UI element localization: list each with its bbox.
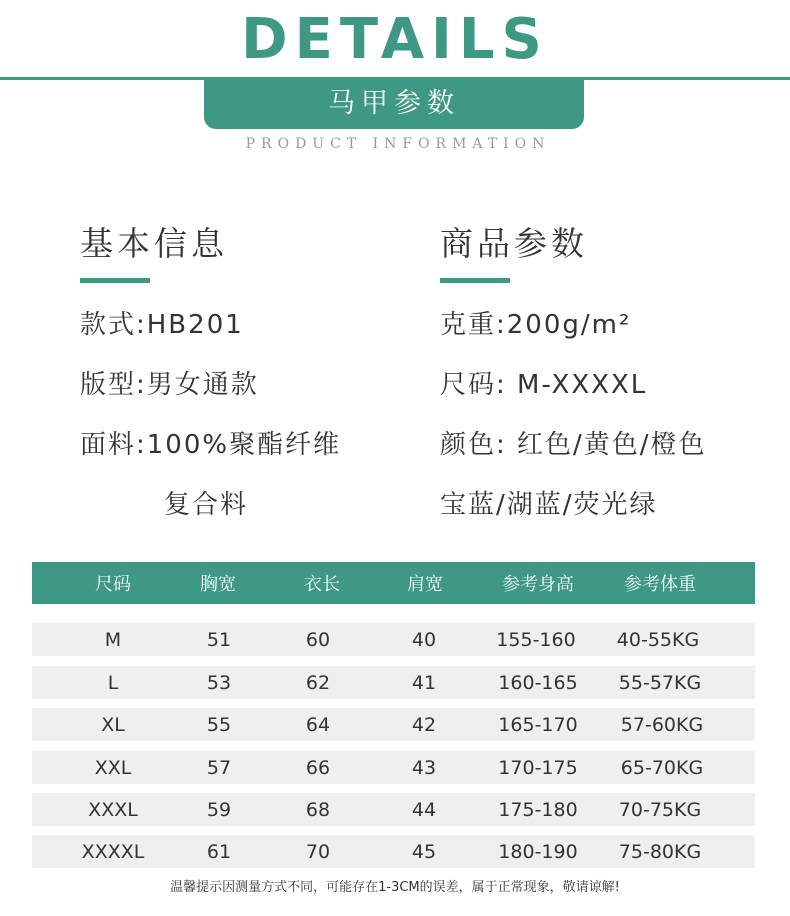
cell-size: XL xyxy=(101,713,125,736)
header-chest: 胸宽 xyxy=(200,574,236,595)
cell-length: 66 xyxy=(305,756,331,779)
product-params-heading: 商品参数 xyxy=(440,224,588,263)
cell-chest: 61 xyxy=(206,840,232,863)
basic-info-underline xyxy=(80,278,150,283)
product-params-underline xyxy=(440,278,510,283)
cell-size: L xyxy=(107,671,119,694)
cell-shoulder: 43 xyxy=(411,756,437,779)
cell-shoulder: 40 xyxy=(411,628,437,651)
cell-length: 60 xyxy=(305,628,331,651)
cell-height: 170-175 xyxy=(498,756,578,779)
table-row xyxy=(32,751,755,784)
cell-size: XXXXL xyxy=(81,840,145,863)
fit-info: 版型:男女通款 xyxy=(80,370,259,400)
cell-weight: 65-70KG xyxy=(620,756,704,779)
cell-size: M xyxy=(104,628,122,651)
header-shoulder: 肩宽 xyxy=(407,574,443,595)
cell-height: 160-165 xyxy=(498,671,578,694)
cell-chest: 55 xyxy=(206,713,232,736)
style-info: 款式:HB201 xyxy=(80,310,244,340)
header-weight: 参考体重 xyxy=(624,574,696,595)
cell-height: 165-170 xyxy=(498,713,578,736)
cell-chest: 59 xyxy=(206,798,232,821)
cell-shoulder: 41 xyxy=(411,671,437,694)
page-title: DETAILS xyxy=(241,7,549,72)
color-info-cont: 宝蓝/湖蓝/荧光绿 xyxy=(440,490,658,520)
measurement-note: 温馨提示因测量方式不同，可能存在1-3CM的误差，属于正常现象，敬请谅解! xyxy=(170,880,620,895)
cell-size: XXL xyxy=(94,756,132,779)
cell-length: 68 xyxy=(305,798,331,821)
subtitle: PRODUCT INFORMATION xyxy=(245,136,551,152)
table-row xyxy=(32,623,755,656)
fabric-info-cont: 复合料 xyxy=(164,490,249,520)
cell-size: XXXL xyxy=(88,798,138,821)
table-row xyxy=(32,835,755,868)
cell-weight: 40-55KG xyxy=(616,628,700,651)
table-row xyxy=(32,666,755,699)
cell-weight: 75-80KG xyxy=(618,840,702,863)
cell-shoulder: 44 xyxy=(411,798,437,821)
cell-length: 64 xyxy=(305,713,331,736)
header-height: 参考身高 xyxy=(502,574,574,595)
cell-shoulder: 45 xyxy=(411,840,437,863)
cell-chest: 53 xyxy=(206,671,232,694)
section-ribbon: 马甲参数 xyxy=(204,78,584,129)
basic-info-heading: 基本信息 xyxy=(80,224,228,263)
cell-height: 155-160 xyxy=(496,628,576,651)
cell-chest: 57 xyxy=(206,756,232,779)
cell-chest: 51 xyxy=(206,628,232,651)
cell-shoulder: 42 xyxy=(411,713,437,736)
table-row xyxy=(32,793,755,826)
header-size: 尺码 xyxy=(95,574,131,595)
fabric-info: 面料:100%聚酯纤维 xyxy=(80,430,342,460)
header-length: 衣长 xyxy=(304,574,340,595)
cell-height: 175-180 xyxy=(498,798,578,821)
cell-length: 70 xyxy=(305,840,331,863)
cell-weight: 55-57KG xyxy=(618,671,702,694)
cell-weight: 70-75KG xyxy=(618,798,702,821)
cell-length: 62 xyxy=(305,671,331,694)
table-row xyxy=(32,708,755,741)
size-table-header xyxy=(32,562,755,604)
weight-info: 克重:200g/m² xyxy=(440,310,632,340)
size-range-info: 尺码: M-XXXXL xyxy=(440,370,648,400)
cell-height: 180-190 xyxy=(498,840,578,863)
color-info: 颜色: 红色/黄色/橙色 xyxy=(440,430,707,460)
cell-weight: 57-60KG xyxy=(620,713,704,736)
